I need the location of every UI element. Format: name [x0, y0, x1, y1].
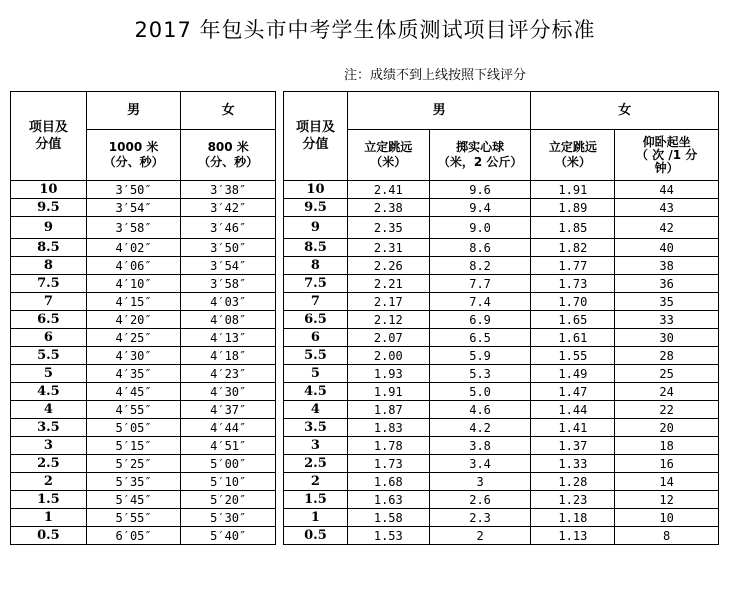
- value-cell: 1.68: [347, 473, 429, 491]
- table-row: [284, 491, 719, 509]
- value-cell: 1.91: [531, 181, 615, 199]
- score-cell: 3.5: [11, 419, 87, 437]
- value-cell: 5′45″: [86, 491, 181, 509]
- table-row: [284, 401, 719, 419]
- value-cell: 1.70: [531, 293, 615, 311]
- male-1000m-header: 1000 米 （分、秒）: [86, 130, 181, 181]
- value-cell: 4′35″: [86, 365, 181, 383]
- value-cell: 43: [615, 199, 719, 217]
- value-cell: 1.49: [531, 365, 615, 383]
- score-cell: 7: [11, 293, 87, 311]
- value-cell: 4′45″: [86, 383, 181, 401]
- value-cell: 30: [615, 329, 719, 347]
- value-cell: 2.41: [347, 181, 429, 199]
- score-cell: 5.5: [284, 347, 348, 365]
- value-cell: 1.78: [347, 437, 429, 455]
- value-cell: 25: [615, 365, 719, 383]
- value-cell: 4′06″: [86, 257, 181, 275]
- value-cell: 35: [615, 293, 719, 311]
- female-header: 女: [531, 92, 719, 130]
- score-cell: 2: [284, 473, 348, 491]
- value-cell: 10: [615, 509, 719, 527]
- table-row: [11, 473, 276, 491]
- value-cell: 4.2: [429, 419, 531, 437]
- score-cell: 0.5: [11, 527, 87, 545]
- value-cell: 4′18″: [181, 347, 276, 365]
- score-header-text: 项目及分值: [28, 120, 68, 152]
- value-cell: 22: [615, 401, 719, 419]
- value-cell: 3.8: [429, 437, 531, 455]
- table-row: [284, 239, 719, 257]
- value-cell: 1.83: [347, 419, 429, 437]
- table-row: [11, 437, 276, 455]
- value-cell: 2.6: [429, 491, 531, 509]
- score-cell: 4.5: [11, 383, 87, 401]
- table-row: [11, 365, 276, 383]
- table-row: [11, 383, 276, 401]
- value-cell: 5′40″: [181, 527, 276, 545]
- score-cell: 3.5: [284, 419, 348, 437]
- table-row: [11, 199, 276, 217]
- value-cell: 1.44: [531, 401, 615, 419]
- value-cell: 1.18: [531, 509, 615, 527]
- scoring-note: 注：成绩不到上线按照下线评分: [343, 68, 526, 83]
- value-cell: 1.77: [531, 257, 615, 275]
- value-cell: 42: [615, 217, 719, 239]
- score-cell: 2: [11, 473, 87, 491]
- value-cell: 1.87: [347, 401, 429, 419]
- score-cell: 0.5: [284, 527, 348, 545]
- value-cell: 3′42″: [181, 199, 276, 217]
- score-cell: 4: [284, 401, 348, 419]
- value-cell: 1.55: [531, 347, 615, 365]
- value-cell: 38: [615, 257, 719, 275]
- value-cell: 1.73: [347, 455, 429, 473]
- score-cell: 1.5: [11, 491, 87, 509]
- field-score-table: [283, 91, 719, 545]
- female-800m-header: 800 米 （分、秒）: [181, 130, 276, 181]
- value-cell: 4′23″: [181, 365, 276, 383]
- score-cell: 9: [284, 217, 348, 239]
- male-header: 男: [86, 92, 181, 130]
- value-cell: 4′15″: [86, 293, 181, 311]
- value-cell: 1.82: [531, 239, 615, 257]
- score-header-text: 项目及分值: [295, 120, 335, 152]
- value-cell: 14: [615, 473, 719, 491]
- table-row: [284, 181, 719, 199]
- value-cell: 1.85: [531, 217, 615, 239]
- score-header: [11, 92, 87, 181]
- table-row: [284, 527, 719, 545]
- value-cell: 3′46″: [181, 217, 276, 239]
- value-cell: 2.17: [347, 293, 429, 311]
- value-cell: 44: [615, 181, 719, 199]
- table-row: [284, 437, 719, 455]
- value-cell: 4.6: [429, 401, 531, 419]
- value-cell: 1.93: [347, 365, 429, 383]
- score-cell: 9.5: [284, 199, 348, 217]
- table-row: [11, 455, 276, 473]
- score-cell: 5: [11, 365, 87, 383]
- table-row: [284, 293, 719, 311]
- male-header: 男: [347, 92, 531, 130]
- value-cell: 8.2: [429, 257, 531, 275]
- score-cell: 3: [284, 437, 348, 455]
- score-cell: 4.5: [284, 383, 348, 401]
- table-row: [11, 347, 276, 365]
- value-cell: 4′08″: [181, 311, 276, 329]
- table-row: [11, 419, 276, 437]
- value-cell: 8.6: [429, 239, 531, 257]
- table-row: [284, 217, 719, 239]
- score-cell: 8: [11, 257, 87, 275]
- value-cell: 5.0: [429, 383, 531, 401]
- table-row: [284, 383, 719, 401]
- value-cell: 4′44″: [181, 419, 276, 437]
- value-cell: 2.07: [347, 329, 429, 347]
- page-title: 2017 年包头市中考学生体质测试项目评分标准: [134, 18, 596, 42]
- score-cell: 1: [11, 509, 87, 527]
- value-cell: 2.21: [347, 275, 429, 293]
- value-cell: 3′50″: [181, 239, 276, 257]
- value-cell: 2.31: [347, 239, 429, 257]
- value-cell: 2.3: [429, 509, 531, 527]
- value-cell: 1.91: [347, 383, 429, 401]
- table-row: [284, 455, 719, 473]
- value-cell: 5′05″: [86, 419, 181, 437]
- table-row: [284, 329, 719, 347]
- value-cell: 2.38: [347, 199, 429, 217]
- score-cell: 6: [284, 329, 348, 347]
- value-cell: 4′03″: [181, 293, 276, 311]
- value-cell: 4′20″: [86, 311, 181, 329]
- value-cell: 5′55″: [86, 509, 181, 527]
- value-cell: 3: [429, 473, 531, 491]
- value-cell: 1.61: [531, 329, 615, 347]
- score-cell: 8: [284, 257, 348, 275]
- value-cell: 4′13″: [181, 329, 276, 347]
- value-cell: 5′20″: [181, 491, 276, 509]
- value-cell: 4′02″: [86, 239, 181, 257]
- table-row: [11, 329, 276, 347]
- table-row: [11, 293, 276, 311]
- value-cell: 5′15″: [86, 437, 181, 455]
- value-cell: 2.26: [347, 257, 429, 275]
- value-cell: 3′38″: [181, 181, 276, 199]
- value-cell: 2: [429, 527, 531, 545]
- value-cell: 3′54″: [86, 199, 181, 217]
- female-situps-header: 仰卧起坐 （ 次 /1 分 钟）: [615, 130, 719, 181]
- table-row: [11, 491, 276, 509]
- score-cell: 1: [284, 509, 348, 527]
- score-cell: 5: [284, 365, 348, 383]
- male-medicine-ball-header: 掷实心球 （米，2 公斤）: [429, 130, 531, 181]
- field-score-rows: [284, 181, 719, 545]
- value-cell: 24: [615, 383, 719, 401]
- score-cell: 10: [11, 181, 87, 199]
- value-cell: 1.13: [531, 527, 615, 545]
- table-row: [284, 257, 719, 275]
- score-cell: 1.5: [284, 491, 348, 509]
- score-cell: 2.5: [11, 455, 87, 473]
- value-cell: 33: [615, 311, 719, 329]
- table-row: [284, 275, 719, 293]
- value-cell: 1.33: [531, 455, 615, 473]
- value-cell: 5′35″: [86, 473, 181, 491]
- score-cell: 6.5: [284, 311, 348, 329]
- value-cell: 1.23: [531, 491, 615, 509]
- value-cell: 1.58: [347, 509, 429, 527]
- value-cell: 1.63: [347, 491, 429, 509]
- value-cell: 4′55″: [86, 401, 181, 419]
- value-cell: 18: [615, 437, 719, 455]
- value-cell: 1.53: [347, 527, 429, 545]
- table-row: [284, 347, 719, 365]
- value-cell: 28: [615, 347, 719, 365]
- table-row: [11, 181, 276, 199]
- table-row: [284, 311, 719, 329]
- value-cell: 9.6: [429, 181, 531, 199]
- value-cell: 7.4: [429, 293, 531, 311]
- value-cell: 1.28: [531, 473, 615, 491]
- table-row: [11, 217, 276, 239]
- table-row: [11, 257, 276, 275]
- value-cell: 3′58″: [86, 217, 181, 239]
- value-cell: 5′25″: [86, 455, 181, 473]
- value-cell: 2.00: [347, 347, 429, 365]
- score-cell: 10: [284, 181, 348, 199]
- value-cell: 7.7: [429, 275, 531, 293]
- table-row: [284, 199, 719, 217]
- value-cell: 9.0: [429, 217, 531, 239]
- table-row: [284, 365, 719, 383]
- female-standing-jump-header: 立定跳远 （米）: [531, 130, 615, 181]
- value-cell: 40: [615, 239, 719, 257]
- value-cell: 8: [615, 527, 719, 545]
- value-cell: 5′00″: [181, 455, 276, 473]
- table-row: [11, 509, 276, 527]
- value-cell: 4′30″: [181, 383, 276, 401]
- value-cell: 6.5: [429, 329, 531, 347]
- score-header: [284, 92, 348, 181]
- value-cell: 9.4: [429, 199, 531, 217]
- table-row: [284, 473, 719, 491]
- table-row: [11, 401, 276, 419]
- value-cell: 3′54″: [181, 257, 276, 275]
- score-cell: 2.5: [284, 455, 348, 473]
- value-cell: 1.47: [531, 383, 615, 401]
- value-cell: 1.65: [531, 311, 615, 329]
- value-cell: 36: [615, 275, 719, 293]
- score-cell: 3: [11, 437, 87, 455]
- score-cell: 8.5: [11, 239, 87, 257]
- table-row: [284, 419, 719, 437]
- value-cell: 4′37″: [181, 401, 276, 419]
- value-cell: 4′30″: [86, 347, 181, 365]
- value-cell: 4′25″: [86, 329, 181, 347]
- value-cell: 16: [615, 455, 719, 473]
- value-cell: 6′05″: [86, 527, 181, 545]
- value-cell: 12: [615, 491, 719, 509]
- score-cell: 6: [11, 329, 87, 347]
- value-cell: 5′30″: [181, 509, 276, 527]
- table-row: [11, 527, 276, 545]
- value-cell: 3′58″: [181, 275, 276, 293]
- male-standing-jump-header: 立定跳远 （米）: [347, 130, 429, 181]
- score-cell: 7: [284, 293, 348, 311]
- value-cell: 1.41: [531, 419, 615, 437]
- table-row: [11, 275, 276, 293]
- score-cell: 7.5: [11, 275, 87, 293]
- value-cell: 5′10″: [181, 473, 276, 491]
- score-cell: 9: [11, 217, 87, 239]
- value-cell: 2.12: [347, 311, 429, 329]
- value-cell: 1.89: [531, 199, 615, 217]
- value-cell: 4′10″: [86, 275, 181, 293]
- table-row: [11, 239, 276, 257]
- running-score-table: [10, 91, 276, 545]
- value-cell: 5.9: [429, 347, 531, 365]
- running-score-rows: [11, 181, 276, 545]
- value-cell: 2.35: [347, 217, 429, 239]
- value-cell: 1.37: [531, 437, 615, 455]
- value-cell: 3′50″: [86, 181, 181, 199]
- score-cell: 8.5: [284, 239, 348, 257]
- table-row: [284, 509, 719, 527]
- value-cell: 1.73: [531, 275, 615, 293]
- score-cell: 6.5: [11, 311, 87, 329]
- value-cell: 3.4: [429, 455, 531, 473]
- value-cell: 5.3: [429, 365, 531, 383]
- table-row: [11, 311, 276, 329]
- value-cell: 6.9: [429, 311, 531, 329]
- score-cell: 7.5: [284, 275, 348, 293]
- score-cell: 4: [11, 401, 87, 419]
- score-cell: 5.5: [11, 347, 87, 365]
- value-cell: 4′51″: [181, 437, 276, 455]
- female-header: 女: [181, 92, 276, 130]
- score-cell: 9.5: [11, 199, 87, 217]
- value-cell: 20: [615, 419, 719, 437]
